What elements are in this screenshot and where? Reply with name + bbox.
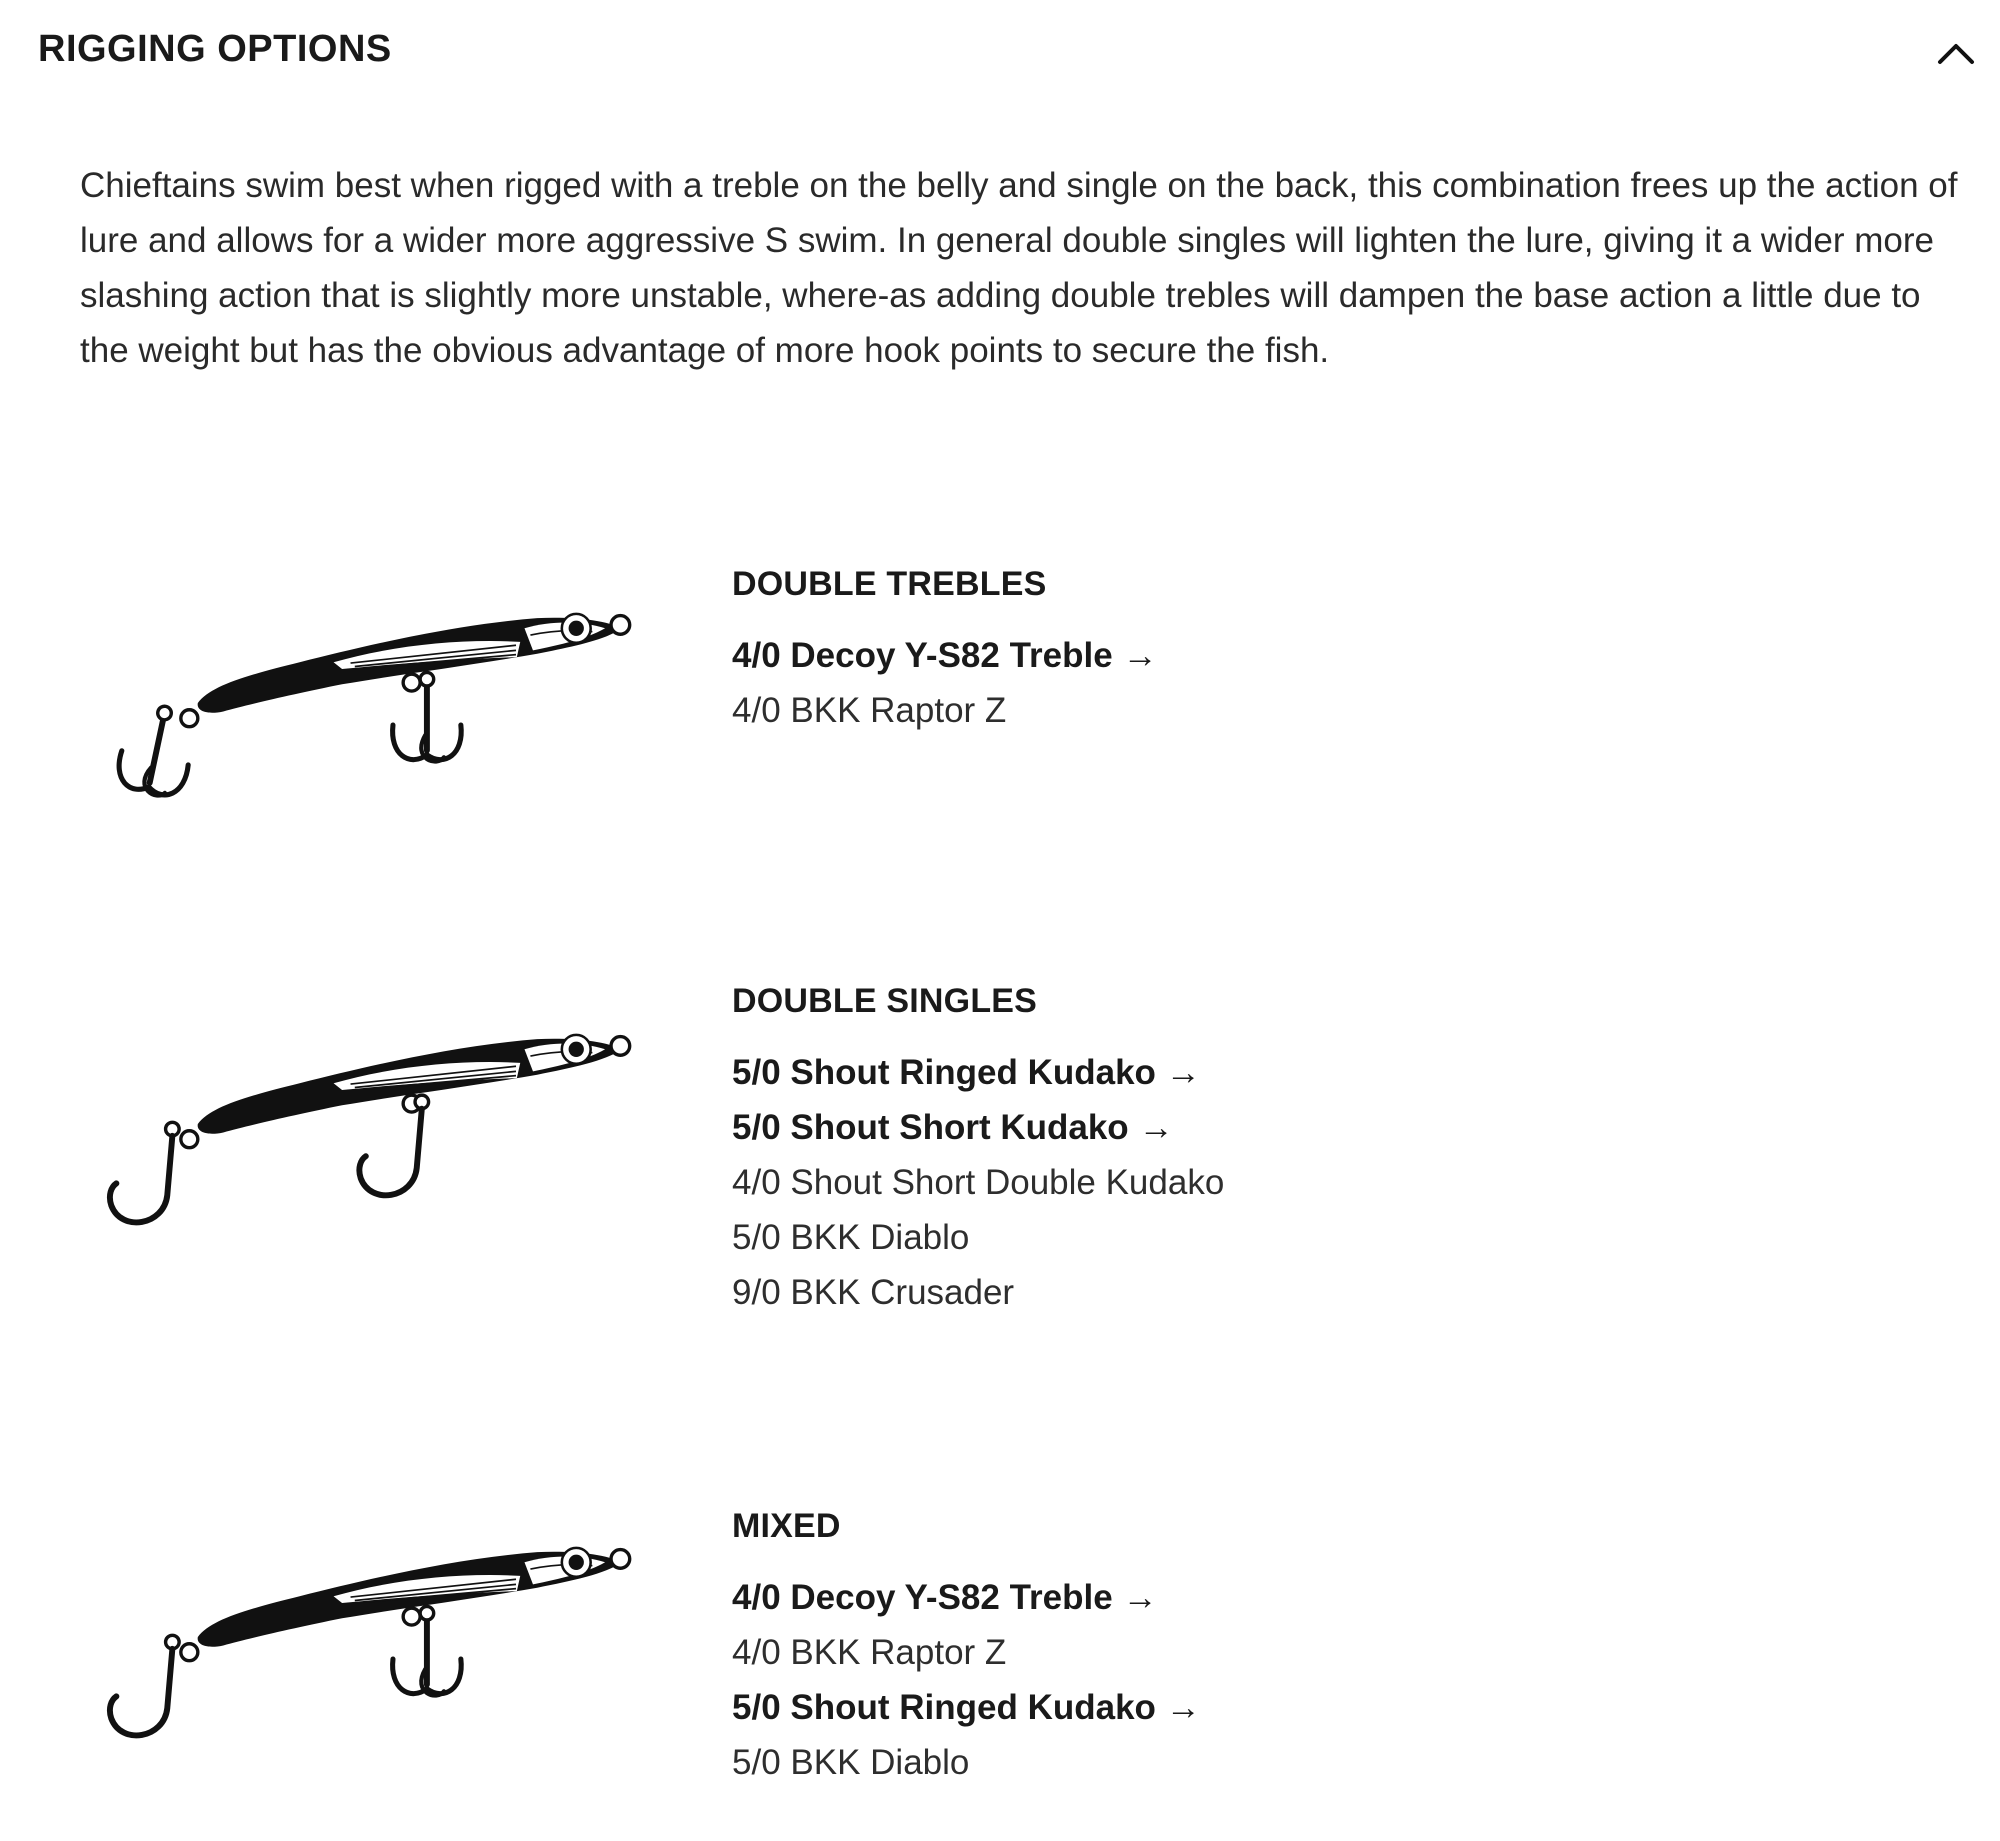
lure-mixed-illustration	[96, 1490, 656, 1750]
option-title: MIXED	[732, 1507, 841, 1545]
option-info	[732, 560, 1158, 738]
rigging-options-accordion-header[interactable]	[38, 22, 1978, 78]
hook-link[interactable]: 5/0 Shout Short Kudako →	[732, 1108, 1174, 1147]
lure-double-trebles-illustration	[96, 556, 656, 816]
list-item[interactable]	[732, 1045, 1224, 1100]
rigging-description: Chieftains swim best when rigged with a treble on the belly and single on the back, this combination frees up the action of lure and allows for a wider more aggressive S swim. In general double singles will lighten the lure, giving it a wider more slashing action that is slightly more unstable, where-as adding double trebles will dampen the base action a little due to the weight but has the obvious advantage of more hook points to secure the fish.	[80, 166, 1958, 370]
option-info	[732, 977, 1224, 1320]
hook-list	[732, 1045, 1224, 1320]
list-item: 4/0 BKK Raptor Z	[732, 1633, 1007, 1672]
list-item: 4/0 BKK Raptor Z	[732, 691, 1007, 730]
arrow-right-icon: →	[1122, 636, 1158, 675]
arrow-right-icon: →	[1138, 1108, 1174, 1147]
hook-list	[732, 628, 1158, 738]
hook-link[interactable]: 5/0 Shout Ringed Kudako →	[732, 1688, 1201, 1727]
list-item[interactable]	[732, 1100, 1224, 1155]
arrow-right-icon: →	[1165, 1053, 1201, 1092]
hook-list	[732, 1570, 1201, 1790]
list-item: 9/0 BKK Crusader	[732, 1273, 1015, 1312]
lure-double-singles-illustration	[96, 977, 656, 1237]
hook-link[interactable]: 4/0 Decoy Y-S82 Treble →	[732, 1578, 1158, 1617]
hook-link[interactable]: 5/0 Shout Ringed Kudako →	[732, 1053, 1201, 1092]
arrow-right-icon: →	[1165, 1688, 1201, 1727]
list-item[interactable]	[732, 1680, 1201, 1735]
list-item: 5/0 BKK Diablo	[732, 1743, 970, 1782]
list-item[interactable]	[732, 1570, 1201, 1625]
option-info	[732, 1502, 1201, 1790]
arrow-right-icon: →	[1122, 1578, 1158, 1617]
list-item[interactable]	[732, 628, 1158, 683]
chevron-up-icon[interactable]	[1934, 30, 1978, 74]
option-title: DOUBLE SINGLES	[732, 982, 1038, 1020]
hook-link[interactable]: 4/0 Decoy Y-S82 Treble →	[732, 636, 1158, 675]
list-item: 4/0 Shout Short Double Kudako	[732, 1163, 1225, 1202]
list-item: 5/0 BKK Diablo	[732, 1218, 970, 1257]
option-title: DOUBLE TREBLES	[732, 565, 1047, 603]
section-title: RIGGING OPTIONS	[38, 28, 392, 70]
